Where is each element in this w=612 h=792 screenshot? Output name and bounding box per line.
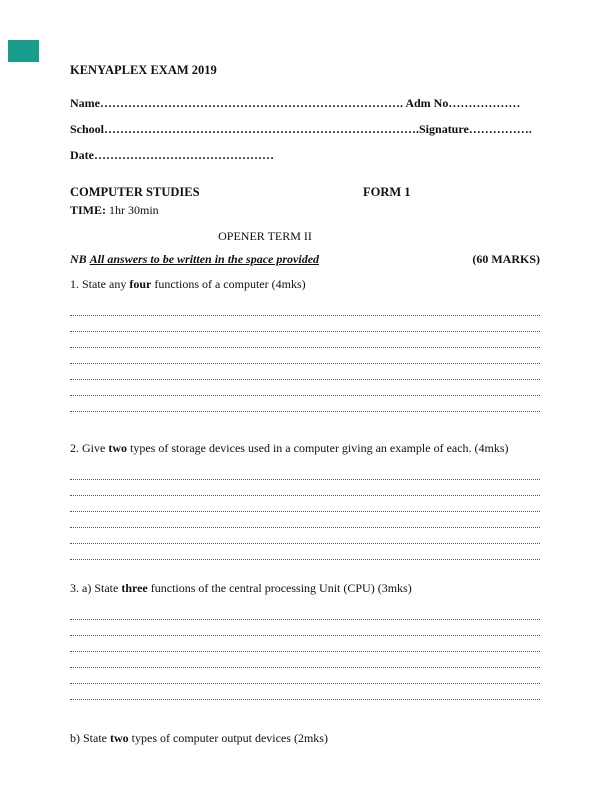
- question-3a-bold: three: [121, 581, 148, 595]
- question-3a-pre: 3. a) State: [70, 581, 122, 595]
- question-2: [70, 440, 540, 456]
- question-2-post: types of storage devices used in a computer giving an example of each. (4mks): [127, 441, 509, 455]
- question-3a-post: functions of the central processing Unit (CPU) (3mks): [147, 581, 412, 595]
- answer-line: [70, 496, 540, 512]
- answer-line: [70, 528, 540, 544]
- date-line: Date………………………………………: [70, 148, 274, 162]
- answer-lines-q1: [70, 300, 540, 412]
- answer-line: [70, 480, 540, 496]
- school-line: School…………………………………………………………………….Signature…………….: [70, 122, 532, 136]
- nb-row: [70, 251, 540, 267]
- question-3b-pre: b) State: [70, 731, 110, 745]
- question-1-post: functions of a computer (4mks): [151, 277, 306, 291]
- answer-line: [70, 636, 540, 652]
- answer-line: [70, 316, 540, 332]
- answer-line: [70, 364, 540, 380]
- subject-title: COMPUTER STUDIES: [70, 185, 200, 199]
- answer-line: [70, 464, 540, 480]
- time-label: TIME:: [70, 203, 106, 217]
- question-2-pre: 2. Give: [70, 441, 109, 455]
- question-1-pre: 1. State any: [70, 277, 130, 291]
- answer-line: [70, 396, 540, 412]
- question-3b-post: types of computer output devices (2mks): [128, 731, 328, 745]
- answer-line: [70, 544, 540, 560]
- name-line: Name…………………………………………………………………. Adm No………………: [70, 96, 521, 110]
- answer-line: [70, 348, 540, 364]
- form-label: FORM 1: [363, 185, 411, 199]
- time-line: [70, 200, 540, 221]
- time-value: 1hr 30min: [109, 203, 159, 217]
- term-title: OPENER TERM II: [218, 229, 312, 243]
- question-1: [70, 276, 540, 292]
- nb-text: All answers to be written in the space provided: [89, 252, 320, 266]
- nb-prefix: NB: [70, 252, 87, 266]
- answer-line: [70, 652, 540, 668]
- exam-title: KENYAPLEX EXAM 2019: [70, 63, 217, 77]
- marks-label: (60 MARKS): [472, 252, 540, 266]
- answer-line: [70, 684, 540, 700]
- answer-lines-q2: [70, 464, 540, 560]
- question-3a: [70, 580, 540, 596]
- answer-lines-q3a: [70, 604, 540, 700]
- corner-mark: [8, 40, 39, 62]
- subject-row: [70, 184, 540, 200]
- answer-line: [70, 332, 540, 348]
- answer-line: [70, 300, 540, 316]
- nb-note: [70, 251, 319, 267]
- answer-line: [70, 512, 540, 528]
- question-3b-bold: two: [110, 731, 129, 745]
- answer-line: [70, 668, 540, 684]
- question-2-bold: two: [108, 441, 127, 455]
- answer-line: [70, 620, 540, 636]
- answer-line: [70, 604, 540, 620]
- question-1-bold: four: [129, 277, 152, 291]
- answer-line: [70, 380, 540, 396]
- question-3b: [70, 730, 540, 746]
